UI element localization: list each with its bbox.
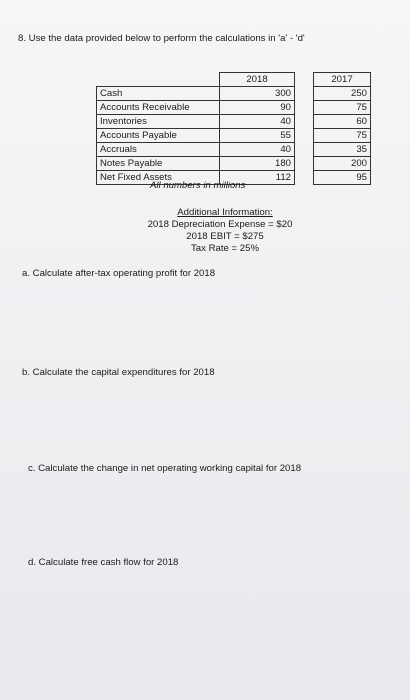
question-part-d: d. Calculate free cash flow for 2018 — [28, 557, 179, 568]
table-row — [97, 143, 371, 157]
value-2017: 75 — [314, 129, 371, 143]
value-2017: 35 — [314, 143, 371, 157]
table-row — [97, 129, 371, 143]
value-2018: 90 — [220, 101, 295, 115]
row-label: Accounts Receivable — [97, 101, 220, 115]
value-2018: 180 — [220, 157, 295, 171]
value-2018: 40 — [220, 115, 295, 129]
question-part-b: b. Calculate the capital expenditures for 2018 — [22, 367, 215, 378]
additional-heading: Additional Information: — [177, 207, 273, 218]
row-label: Inventories — [97, 115, 220, 129]
table-row — [97, 157, 371, 171]
depreciation-line: 2018 Depreciation Expense = $20 — [147, 219, 293, 230]
question-part-c: c. Calculate the change in net operating working capital for 2018 — [28, 463, 302, 474]
question-title: 8. Use the data provided below to perform the calculations in 'a' - 'd' — [18, 33, 305, 44]
header-2018: 2018 — [220, 73, 295, 87]
value-2017: 250 — [314, 87, 371, 101]
value-2018: 112 — [220, 171, 295, 185]
header-blank — [97, 73, 220, 87]
row-label: Net Fixed Assets — [97, 171, 220, 185]
tax-rate-line: Tax Rate = 25% — [191, 243, 259, 254]
table-row — [97, 101, 371, 115]
row-label: Notes Payable — [97, 157, 220, 171]
additional-information — [147, 207, 300, 255]
ebit-line: 2018 EBIT = $275 — [186, 231, 264, 242]
units-note: All numbers in millions — [150, 180, 246, 191]
financial-data-table — [96, 72, 371, 185]
value-2018: 40 — [220, 143, 295, 157]
header-2017: 2017 — [314, 73, 371, 87]
table-row — [97, 115, 371, 129]
row-label: Accounts Payable — [97, 129, 220, 143]
value-2017: 75 — [314, 101, 371, 115]
row-label: Accruals — [97, 143, 220, 157]
value-2017: 200 — [314, 157, 371, 171]
table-header-row — [97, 73, 371, 87]
value-2018: 55 — [220, 129, 295, 143]
question-part-a: a. Calculate after-tax operating profit for 2018 — [22, 268, 216, 279]
value-2018: 300 — [220, 87, 295, 101]
value-2017: 60 — [314, 115, 371, 129]
value-2017: 95 — [314, 171, 371, 185]
table-row — [97, 87, 371, 101]
row-label: Cash — [97, 87, 220, 101]
